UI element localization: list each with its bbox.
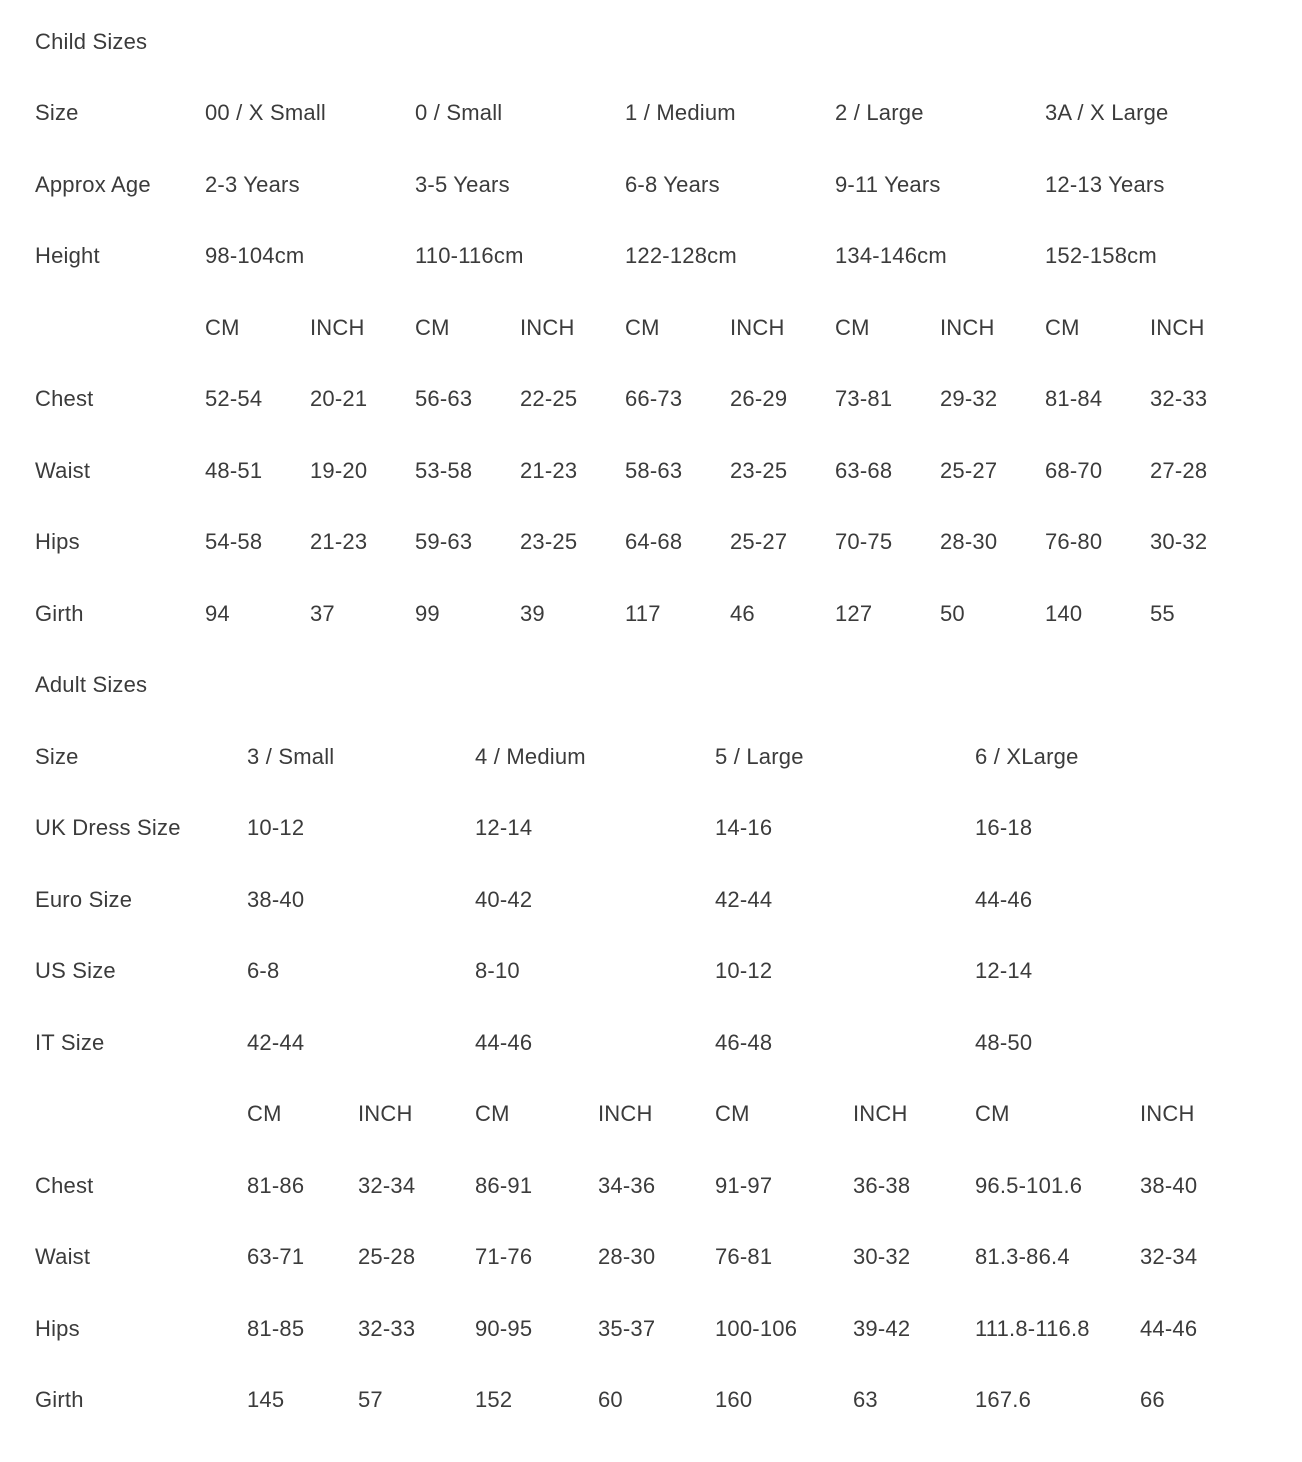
cell-value: 94 [205, 600, 230, 626]
cell-value: 28-30 [940, 529, 998, 555]
adult-sizes-title: Adult Sizes [35, 672, 148, 698]
cell-value: 26-29 [730, 386, 788, 412]
cell-value: 38-40 [1140, 1172, 1198, 1198]
row-label-waist: Waist [35, 457, 91, 483]
row-label-approx-age: Approx Age [35, 171, 151, 197]
cell-value: 35-37 [598, 1315, 656, 1341]
cell-value: 152-158cm [1045, 243, 1157, 269]
cell-value: 60 [598, 1387, 623, 1413]
cell-value: 70-75 [835, 529, 893, 555]
cell-value: 44-46 [475, 1029, 533, 1055]
cell-value: 66-73 [625, 386, 683, 412]
cell-value: 3A / X Large [1045, 100, 1169, 126]
cell-value: 39-42 [853, 1315, 911, 1341]
cell-value: 117 [625, 600, 661, 626]
unit-header: CM [475, 1101, 510, 1127]
cell-value: 23-25 [520, 529, 578, 555]
cell-value: 9-11 Years [835, 171, 941, 197]
unit-header: INCH [520, 314, 575, 340]
cell-value: 1 / Medium [625, 100, 736, 126]
cell-value: 73-81 [835, 386, 893, 412]
cell-value: 14-16 [715, 815, 773, 841]
cell-value: 2 / Large [835, 100, 924, 126]
cell-value: 22-25 [520, 386, 578, 412]
cell-value: 56-63 [415, 386, 473, 412]
cell-value: 3-5 Years [415, 171, 510, 197]
cell-value: 68-70 [1045, 457, 1103, 483]
cell-value: 32-34 [1140, 1244, 1198, 1270]
cell-value: 42-44 [715, 886, 773, 912]
cell-value: 86-91 [475, 1172, 533, 1198]
unit-header: INCH [1140, 1101, 1195, 1127]
unit-header: CM [625, 314, 660, 340]
unit-header: CM [715, 1101, 750, 1127]
cell-value: 00 / X Small [205, 100, 327, 126]
cell-value: 12-14 [475, 815, 533, 841]
cell-value: 6 / XLarge [975, 743, 1079, 769]
row-label-height: Height [35, 243, 100, 269]
cell-value: 25-27 [940, 457, 998, 483]
cell-value: 4 / Medium [475, 743, 586, 769]
cell-value: 48-50 [975, 1029, 1033, 1055]
cell-value: 63-68 [835, 457, 893, 483]
unit-header: CM [415, 314, 450, 340]
cell-value: 16-18 [975, 815, 1033, 841]
cell-value: 100-106 [715, 1315, 798, 1341]
cell-value: 38-40 [247, 886, 305, 912]
cell-value: 25-28 [358, 1244, 416, 1270]
unit-header: INCH [1150, 314, 1205, 340]
cell-value: 21-23 [310, 529, 368, 555]
cell-value: 91-97 [715, 1172, 773, 1198]
unit-header: CM [247, 1101, 282, 1127]
cell-value: 40-42 [475, 886, 533, 912]
cell-value: 19-20 [310, 457, 368, 483]
cell-value: 52-54 [205, 386, 263, 412]
row-label-chest: Chest [35, 386, 94, 412]
cell-value: 111.8-116.8 [975, 1315, 1090, 1341]
unit-header: INCH [598, 1101, 653, 1127]
cell-value: 90-95 [475, 1315, 533, 1341]
cell-value: 81-86 [247, 1172, 305, 1198]
cell-value: 63 [853, 1387, 878, 1413]
child-sizes-table [35, 6, 1302, 650]
cell-value: 30-32 [1150, 529, 1208, 555]
adult-sizes-table [35, 650, 1302, 1437]
cell-value: 46 [730, 600, 755, 626]
unit-header: INCH [310, 314, 365, 340]
cell-value: 27-28 [1150, 457, 1208, 483]
cell-value: 167.6 [975, 1387, 1032, 1413]
cell-value: 122-128cm [625, 243, 737, 269]
row-label-us-size: US Size [35, 958, 116, 984]
cell-value: 76-80 [1045, 529, 1103, 555]
cell-value: 54-58 [205, 529, 263, 555]
row-label-size: Size [35, 100, 79, 126]
cell-value: 29-32 [940, 386, 998, 412]
row-label-uk-dress-size: UK Dress Size [35, 815, 181, 841]
cell-value: 66 [1140, 1387, 1165, 1413]
cell-value: 96.5-101.6 [975, 1172, 1083, 1198]
cell-value: 71-76 [475, 1244, 533, 1270]
cell-value: 6-8 [247, 958, 280, 984]
cell-value: 28-30 [598, 1244, 656, 1270]
cell-value: 57 [358, 1387, 383, 1413]
cell-value: 46-48 [715, 1029, 773, 1055]
unit-header: INCH [853, 1101, 908, 1127]
cell-value: 39 [520, 600, 545, 626]
cell-value: 55 [1150, 600, 1175, 626]
cell-value: 145 [247, 1387, 285, 1413]
unit-header: INCH [358, 1101, 413, 1127]
cell-value: 160 [715, 1387, 753, 1413]
cell-value: 12-13 Years [1045, 171, 1165, 197]
cell-value: 58-63 [625, 457, 683, 483]
cell-value: 32-34 [358, 1172, 416, 1198]
cell-value: 10-12 [715, 958, 773, 984]
cell-value: 30-32 [853, 1244, 911, 1270]
cell-value: 2-3 Years [205, 171, 300, 197]
cell-value: 37 [310, 600, 335, 626]
cell-value: 134-146cm [835, 243, 947, 269]
cell-value: 63-71 [247, 1244, 305, 1270]
unit-header: INCH [940, 314, 995, 340]
cell-value: 98-104cm [205, 243, 305, 269]
cell-value: 3 / Small [247, 743, 335, 769]
row-label-euro-size: Euro Size [35, 886, 133, 912]
cell-value: 127 [835, 600, 873, 626]
cell-value: 0 / Small [415, 100, 503, 126]
unit-header: CM [835, 314, 870, 340]
cell-value: 44-46 [1140, 1315, 1198, 1341]
cell-value: 32-33 [1150, 386, 1208, 412]
cell-value: 21-23 [520, 457, 578, 483]
cell-value: 25-27 [730, 529, 788, 555]
cell-value: 32-33 [358, 1315, 416, 1341]
row-label-hips: Hips [35, 529, 80, 555]
cell-value: 5 / Large [715, 743, 804, 769]
cell-value: 99 [415, 600, 440, 626]
cell-value: 12-14 [975, 958, 1033, 984]
cell-value: 44-46 [975, 886, 1033, 912]
row-label-it-size: IT Size [35, 1029, 105, 1055]
cell-value: 81.3-86.4 [975, 1244, 1070, 1270]
unit-header: CM [205, 314, 240, 340]
cell-value: 81-84 [1045, 386, 1103, 412]
row-label-girth: Girth [35, 1387, 84, 1413]
cell-value: 8-10 [475, 958, 520, 984]
cell-value: 110-116cm [415, 243, 524, 269]
cell-value: 76-81 [715, 1244, 773, 1270]
unit-header: CM [975, 1101, 1010, 1127]
row-label-size: Size [35, 743, 79, 769]
cell-value: 48-51 [205, 457, 263, 483]
cell-value: 53-58 [415, 457, 473, 483]
cell-value: 20-21 [310, 386, 368, 412]
cell-value: 50 [940, 600, 965, 626]
row-label-waist: Waist [35, 1244, 91, 1270]
cell-value: 10-12 [247, 815, 305, 841]
cell-value: 42-44 [247, 1029, 305, 1055]
cell-value: 81-85 [247, 1315, 305, 1341]
cell-value: 59-63 [415, 529, 473, 555]
cell-value: 36-38 [853, 1172, 911, 1198]
cell-value: 64-68 [625, 529, 683, 555]
cell-value: 34-36 [598, 1172, 656, 1198]
cell-value: 23-25 [730, 457, 788, 483]
child-sizes-title: Child Sizes [35, 28, 148, 54]
row-label-chest: Chest [35, 1172, 94, 1198]
row-label-hips: Hips [35, 1315, 80, 1341]
cell-value: 140 [1045, 600, 1083, 626]
row-label-girth: Girth [35, 600, 84, 626]
unit-header: INCH [730, 314, 785, 340]
unit-header: CM [1045, 314, 1080, 340]
cell-value: 6-8 Years [625, 171, 720, 197]
cell-value: 152 [475, 1387, 513, 1413]
